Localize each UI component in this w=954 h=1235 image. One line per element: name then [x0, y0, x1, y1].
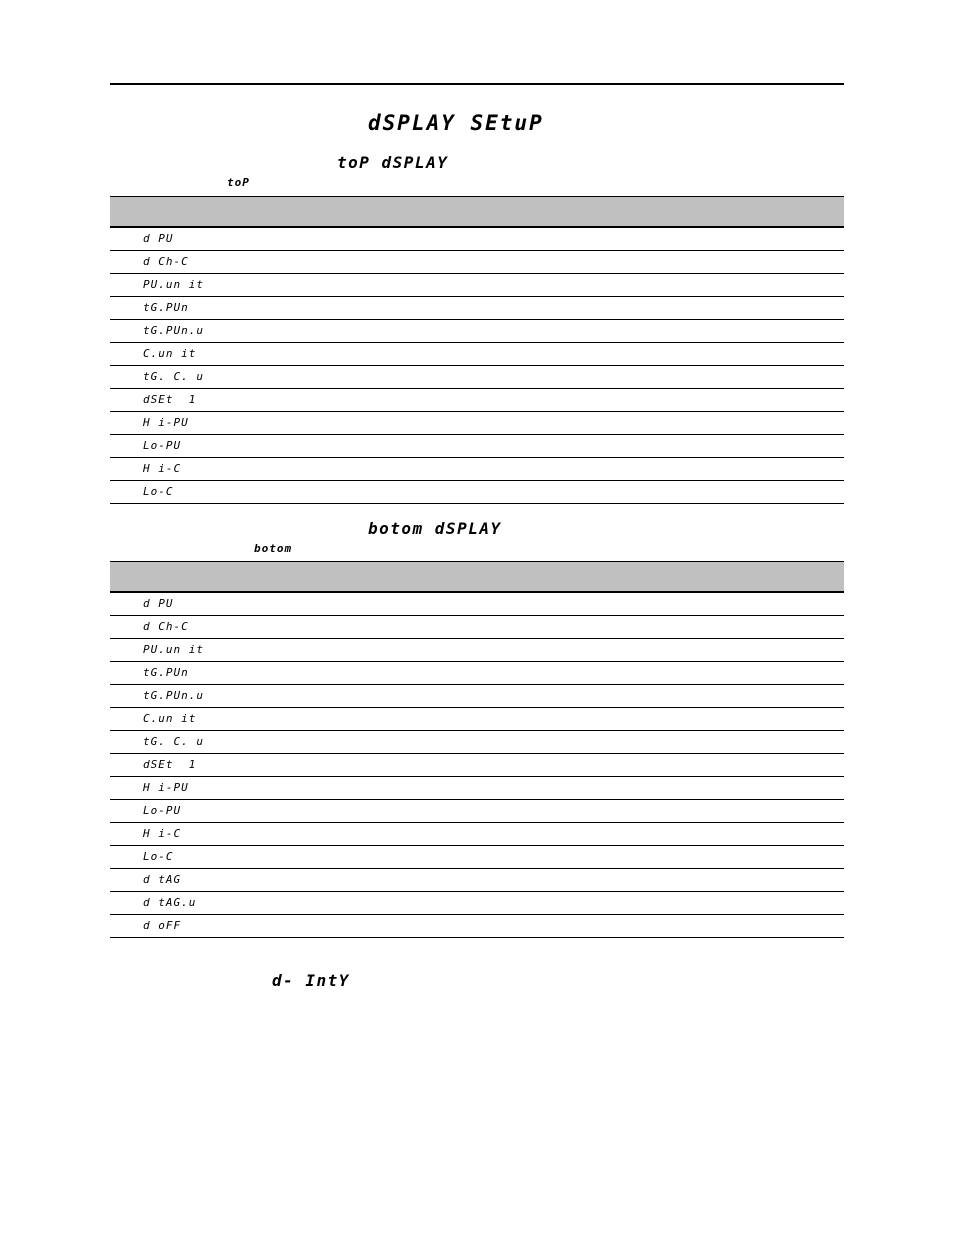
parameter-code: H i-C — [143, 462, 182, 475]
parameter-code: d tAG — [143, 873, 182, 886]
table-row — [110, 846, 844, 869]
parameter-code: d Ch-C — [143, 255, 189, 268]
parameter-code: PU.un it — [143, 643, 204, 656]
parameter-code: tG. C. u — [143, 735, 204, 748]
table-row — [110, 892, 844, 915]
table-row — [110, 639, 844, 662]
table-row — [110, 481, 844, 504]
parameter-code: Lo-C — [143, 485, 174, 498]
table-row — [110, 616, 844, 639]
table-header — [110, 196, 844, 228]
table-row — [110, 593, 844, 616]
parameter-code: tG.PUn — [143, 666, 189, 679]
parameter-code: tG.PUn.u — [143, 689, 204, 702]
table-row — [110, 708, 844, 731]
header-rule — [110, 83, 844, 85]
parameter-code: Lo-PU — [143, 439, 182, 452]
table-row — [110, 754, 844, 777]
table-header — [110, 561, 844, 593]
table-row — [110, 662, 844, 685]
table-row — [110, 366, 844, 389]
table-row — [110, 274, 844, 297]
table-row — [110, 228, 844, 251]
table-row — [110, 777, 844, 800]
table-row — [110, 731, 844, 754]
parameter-code: d Ch-C — [143, 620, 189, 633]
parameter-code: Lo-C — [143, 850, 174, 863]
table-body — [110, 228, 844, 504]
bottom-display-subtitle: botom — [254, 542, 293, 555]
table-row — [110, 458, 844, 481]
parameter-code: d tAG.u — [143, 896, 197, 909]
page-title: dSPLAY SEtuP — [368, 111, 544, 135]
table-row — [110, 823, 844, 846]
top-display-subtitle: toP — [227, 176, 250, 189]
top-display-title: toP dSPLAY — [337, 153, 449, 172]
parameter-code: tG.PUn.u — [143, 324, 204, 337]
table-row — [110, 435, 844, 458]
table-row — [110, 343, 844, 366]
parameter-code: d PU — [143, 597, 174, 610]
top-display-table — [110, 196, 844, 504]
display-intensity-title: d- IntY — [272, 971, 350, 990]
parameter-code: tG. C. u — [143, 370, 204, 383]
table-row — [110, 915, 844, 938]
parameter-code: dSEt 1 — [143, 758, 197, 771]
table-row — [110, 869, 844, 892]
parameter-code: C.un it — [143, 712, 197, 725]
parameter-code: PU.un it — [143, 278, 204, 291]
parameter-code: Lo-PU — [143, 804, 182, 817]
bottom-display-table — [110, 561, 844, 938]
parameter-code: d oFF — [143, 919, 182, 932]
table-row — [110, 800, 844, 823]
parameter-code: tG.PUn — [143, 301, 189, 314]
parameter-code: d PU — [143, 232, 174, 245]
parameter-code: dSEt 1 — [143, 393, 197, 406]
parameter-code: H i-PU — [143, 416, 189, 429]
table-row — [110, 320, 844, 343]
table-body — [110, 593, 844, 938]
table-row — [110, 685, 844, 708]
parameter-code: H i-C — [143, 827, 182, 840]
table-row — [110, 412, 844, 435]
table-row — [110, 389, 844, 412]
parameter-code: H i-PU — [143, 781, 189, 794]
table-row — [110, 251, 844, 274]
table-row — [110, 297, 844, 320]
bottom-display-title: botom dSPLAY — [368, 519, 502, 538]
parameter-code: C.un it — [143, 347, 197, 360]
